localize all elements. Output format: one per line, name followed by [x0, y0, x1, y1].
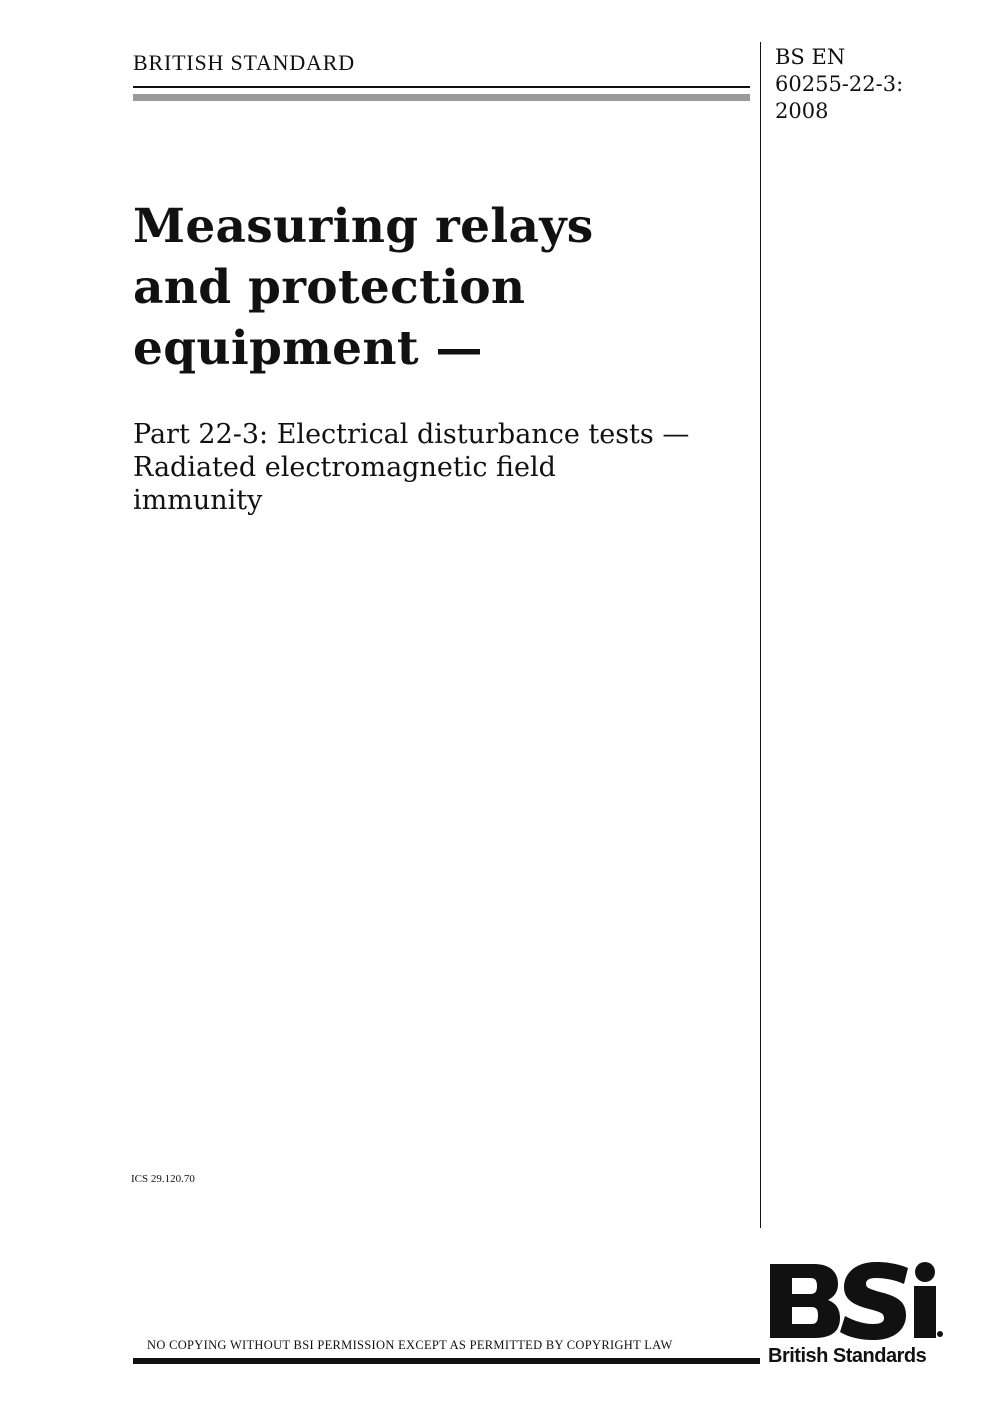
standard-number-line: BS EN: [775, 45, 846, 69]
standard-number: [775, 44, 955, 125]
header-rule-thick: [133, 94, 750, 101]
title-line: Measuring relays: [133, 199, 594, 254]
standard-number-line: 60255-22-3:: [775, 72, 904, 96]
column-divider: [760, 42, 761, 1228]
subtitle-line: Part 22-3: Electrical disturbance tests —: [133, 419, 690, 450]
copyright-notice: NO COPYING WITHOUT BSI PERMISSION EXCEPT AS PERMITTED BY COPYRIGHT LAW: [147, 1338, 673, 1352]
document-type-label: BRITISH STANDARD: [133, 50, 355, 75]
title-line: and protection: [133, 260, 526, 315]
subtitle-line: Radiated electromagnetic field: [133, 452, 556, 483]
document-title: [133, 196, 748, 379]
publisher-name: British Standards: [768, 1345, 927, 1367]
ics-code: ICS 29.120.70: [131, 1173, 195, 1185]
footer-rule: [133, 1358, 760, 1364]
standard-number-line: 2008: [775, 99, 829, 123]
header-rule-thin: [133, 86, 750, 88]
document-subtitle: [133, 418, 753, 517]
subtitle-line: immunity: [133, 485, 263, 516]
title-line: equipment —: [133, 321, 483, 376]
